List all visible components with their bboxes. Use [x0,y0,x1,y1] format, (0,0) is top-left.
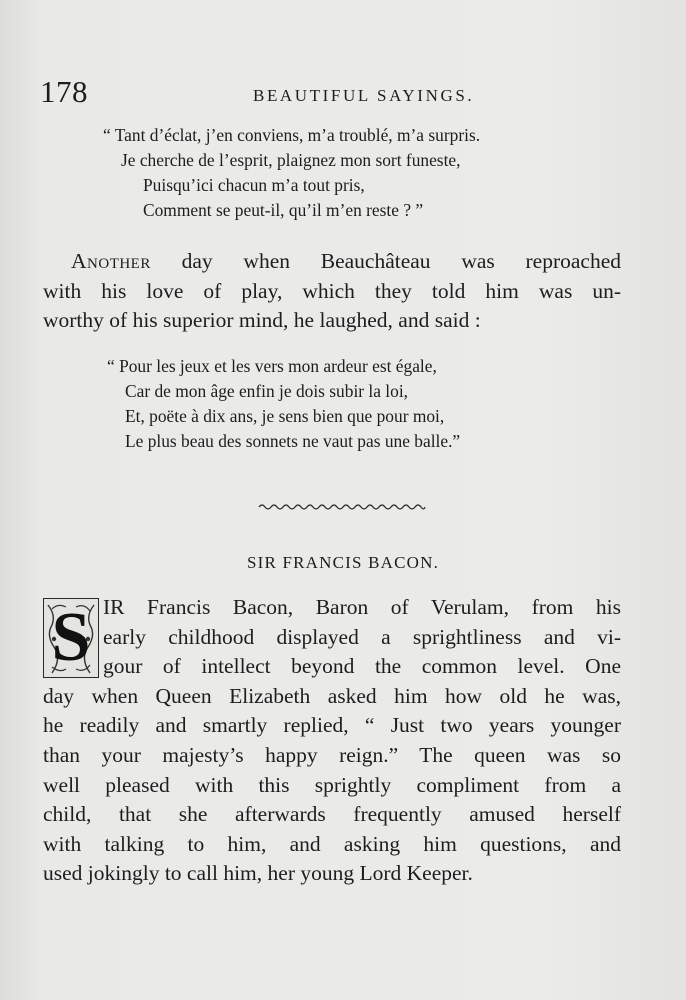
verse-line: Car de mon âge enfin je dois subir la loi, [125,381,409,401]
paragraph-line: child, that she afterwards frequently amused herself [43,802,621,827]
paragraph-line: than your majesty’s happy reign.” The queen was so [43,742,621,767]
page-number: 178 [40,74,88,109]
paragraph-bacon [43,593,621,889]
paragraph-line: worthy of his superior mind, he laughed, and said : [43,308,481,333]
verse-line: Puisqu’ici chacun m’a tout pris, [143,175,365,195]
lead-word: Another [71,249,151,273]
dropcap-ornament [43,598,99,678]
paragraph-line: with talking to him, and asking him questions, and [43,831,621,856]
verse-line: “ Tant d’éclat, j’en conviens, m’a troublé, m’a surpris. [103,125,481,145]
dropcap-letter: S [51,599,91,676]
verse-line: Et, poëte à dix ans, je sens bien que pour moi, [125,406,445,426]
paragraph-line: with his love of play, which they told him was un- [43,278,621,303]
paragraph-line [43,247,621,277]
ornamental-divider [257,500,427,514]
paragraph-line: IR Francis Bacon, Baron of Verulam, from his [103,595,621,619]
running-head: BEAUTIFUL SAYINGS. [253,86,475,105]
french-verse-1 [103,123,480,223]
paragraph-line: used jokingly to call him, her young Lord Keeper. [43,861,473,886]
paragraph-line: early childhood displayed a sprightliness and vi- [103,624,621,649]
paragraph-line: he readily and smartly replied, “ Just two years younger [43,713,621,738]
verse-line: Le plus beau des sonnets ne vaut pas une balle.” [125,431,461,451]
french-verse-2 [107,354,460,454]
paragraph-line: day when Queen Elizabeth asked him how old he was, [43,683,621,708]
page-header [40,74,650,114]
paragraph-beauchateau [43,247,621,336]
verse-line: Je cherche de l’esprit, plaignez mon sort funeste, [121,150,461,170]
verse-line: Comment se peut-il, qu’il m’en reste ? ” [143,200,424,220]
verse-line: “ Pour les jeux et les vers mon ardeur est égale, [107,356,437,376]
paragraph-line: gour of intellect beyond the common level. One [103,654,621,679]
section-title: SIR FRANCIS BACON. [246,553,440,572]
paragraph-text: day when Beauchâteau was reproached [150,249,621,273]
paragraph-line: well pleased with this sprightly compliment from a [43,772,621,797]
